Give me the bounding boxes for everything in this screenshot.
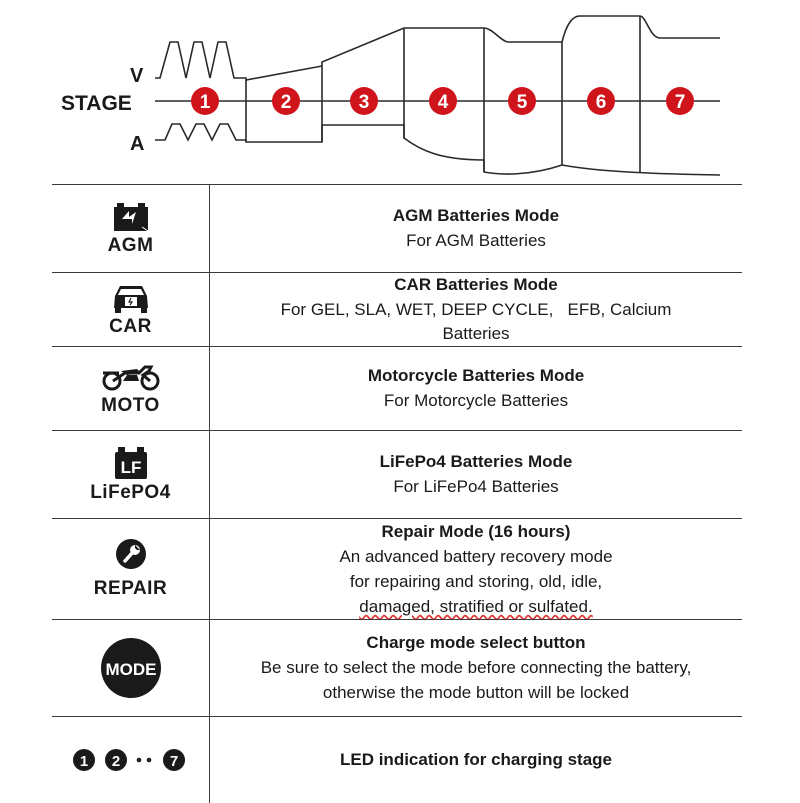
description-cell [210, 717, 742, 803]
stage-number: 4 [437, 92, 449, 113]
current-label: A [130, 133, 145, 155]
mode-title: CAR Batteries Mode [394, 275, 558, 294]
table-row [52, 716, 742, 803]
mode-description: An advanced battery recovery mode [339, 546, 613, 566]
mode-title: Repair Mode (16 hours) [381, 521, 571, 541]
lf-battery-icon [111, 446, 151, 480]
description-cell [210, 519, 742, 619]
voltage-curve [155, 16, 720, 80]
icon-cell [52, 273, 210, 346]
car-icon [111, 282, 151, 314]
mode-title: Motorcycle Batteries Mode [367, 366, 585, 385]
mode-description: damaged, stratified or sulfated. [359, 596, 593, 616]
mode-description: Batteries [442, 324, 510, 343]
table-row [52, 619, 742, 716]
stage-label: STAGE [61, 92, 132, 115]
motorcycle-icon [101, 361, 161, 393]
mode-description: For AGM Batteries [406, 231, 546, 250]
led-indicator-icon [71, 746, 191, 774]
voltage-label: V [130, 65, 144, 87]
mode-code: MOTO [101, 394, 160, 416]
mode-title: LiFePo4 Batteries Mode [379, 452, 573, 471]
icon-cell [52, 431, 210, 518]
current-curve [155, 124, 720, 175]
mode-button-icon [100, 637, 162, 699]
mode-code: LiFePO4 [90, 481, 171, 503]
description-cell [210, 273, 742, 346]
mode-code: AGM [107, 234, 154, 256]
mode-code: CAR [109, 315, 152, 337]
table-row [52, 346, 742, 430]
description-cell [210, 185, 742, 272]
mode-description: Be sure to select the mode before connecting the battery, [260, 658, 692, 677]
ellipsis-dot [146, 758, 151, 763]
stage-number: 3 [358, 92, 370, 113]
mode-title: LED indication for charging stage [339, 750, 613, 769]
icon-cell [52, 185, 210, 272]
table-row [52, 430, 742, 518]
mode-button-text: MODE [105, 660, 156, 679]
stage-number: 5 [516, 92, 528, 113]
icon-cell [52, 347, 210, 430]
mode-table [52, 184, 742, 803]
mode-title: AGM Batteries Mode [392, 206, 560, 225]
stage-number: 7 [674, 92, 686, 113]
icon-cell [52, 717, 210, 803]
table-row [52, 518, 742, 619]
ellipsis-dot [136, 758, 141, 763]
mode-title: Charge mode select button [366, 633, 586, 652]
description-cell [210, 620, 742, 716]
led-1: 1 [79, 753, 88, 770]
lf-icon-text: LF [120, 457, 141, 477]
mode-description: otherwise the mode button will be locked [322, 683, 630, 702]
stage-number: 1 [199, 92, 211, 113]
agm-battery-icon [112, 201, 150, 233]
mode-code: REPAIR [93, 578, 168, 599]
icon-cell [52, 519, 210, 619]
stage-number: 2 [280, 92, 292, 113]
led-2: 2 [111, 753, 120, 770]
charging-stage-diagram [0, 0, 800, 185]
mode-description: for repairing and storing, old, idle, [349, 571, 603, 591]
table-row [52, 184, 742, 272]
icon-cell [52, 620, 210, 716]
led-7: 7 [169, 753, 178, 770]
wrench-icon [115, 538, 147, 570]
table-row [52, 272, 742, 346]
mode-description: For GEL, SLA, WET, DEEP CYCLE, EFB, Calcium [280, 300, 672, 319]
description-cell [210, 431, 742, 518]
description-cell [210, 347, 742, 430]
mode-description: For LiFePo4 Batteries [393, 477, 559, 496]
stage-number: 6 [595, 92, 607, 113]
mode-description: For Motorcycle Batteries [383, 391, 569, 410]
